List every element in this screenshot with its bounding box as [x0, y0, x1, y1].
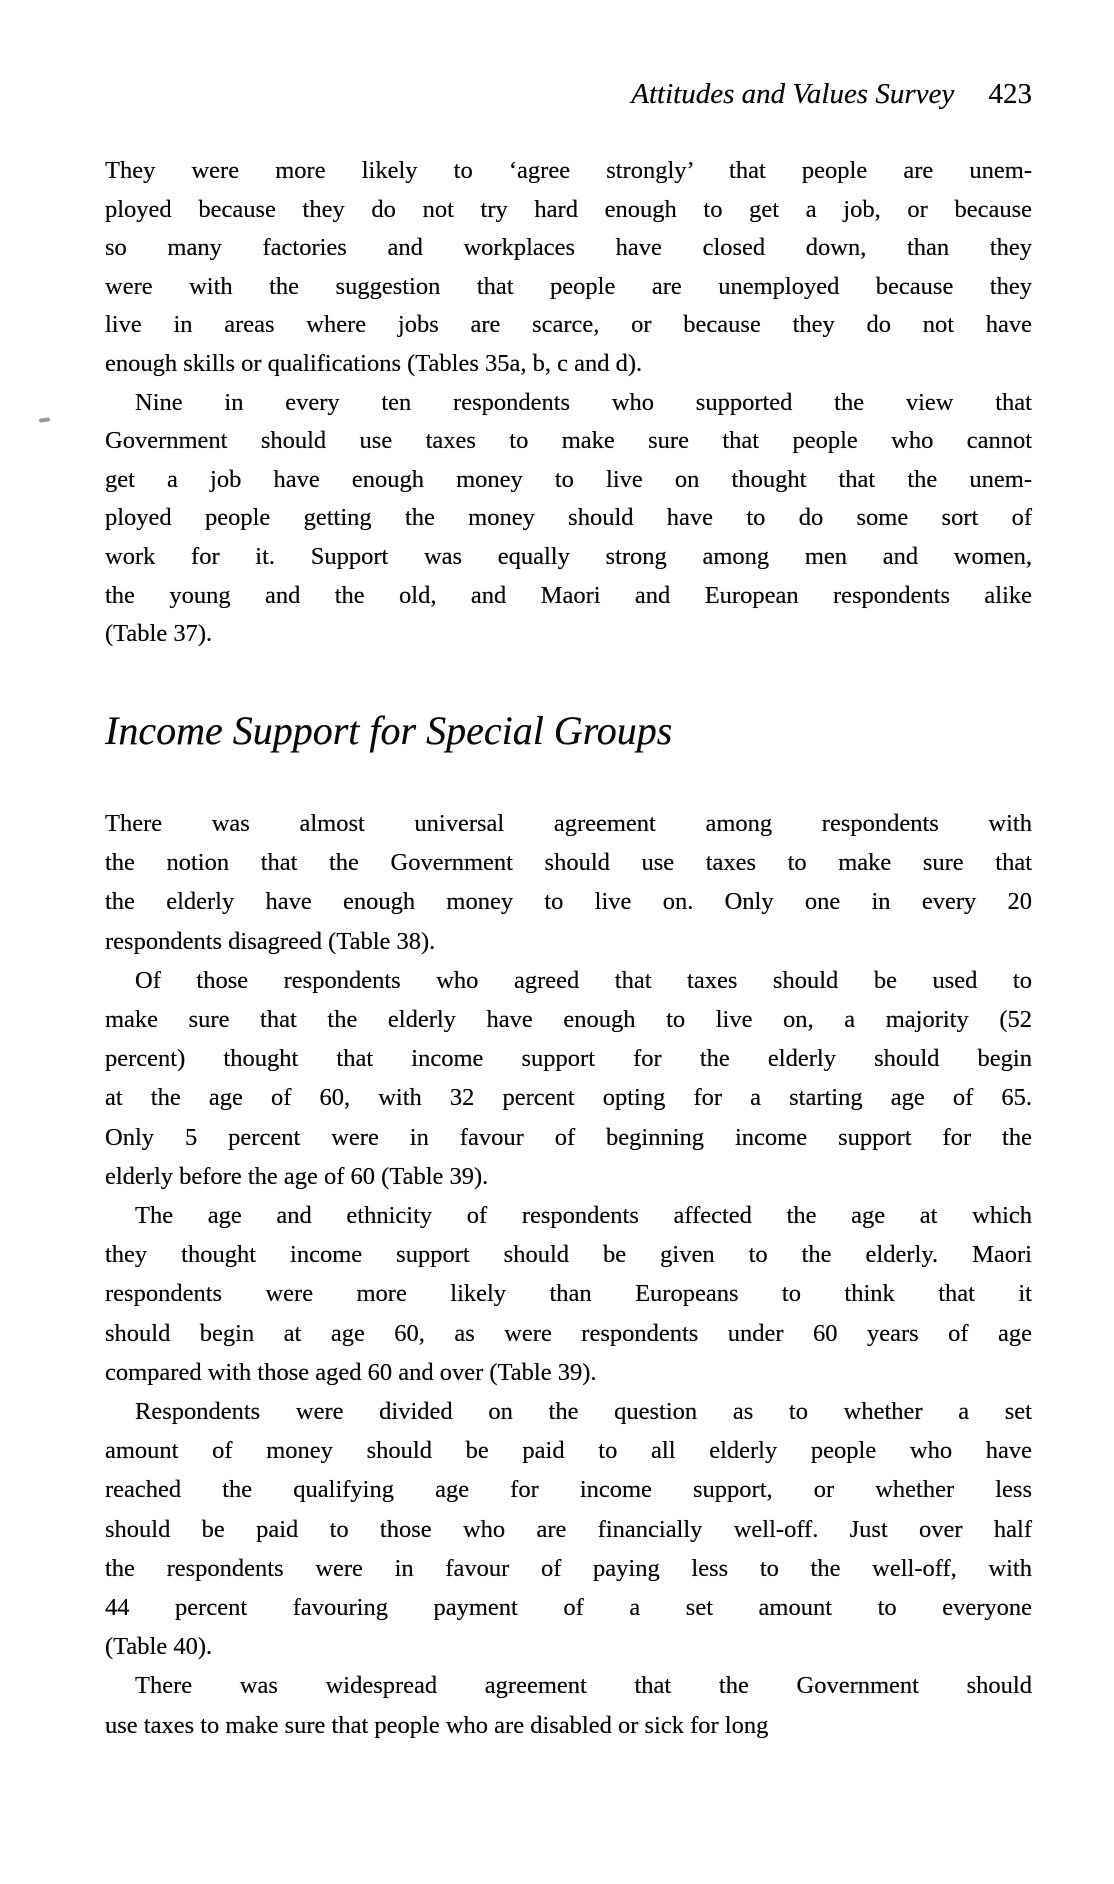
- text-line: get a job have enough money to live on thought that the unem-: [105, 465, 1032, 493]
- text-line: reached the qualifying age for income support, or whether less: [105, 1476, 1032, 1504]
- text-line: live in areas where jobs are scarce, or because they do not have: [105, 311, 1032, 339]
- text-line: the elderly have enough money to live on. Only one in every 20: [105, 888, 1032, 916]
- text-line: There was almost universal agreement among respondents with: [105, 810, 1032, 837]
- text-line: Government should use taxes to make sure that people who cannot: [105, 427, 1032, 455]
- text-line: There was widespread agreement that the Government should: [135, 1672, 1032, 1700]
- running-header: [105, 76, 1032, 112]
- text-line: they thought income support should be given to the elderly. Maori: [105, 1241, 1032, 1269]
- text-line: ployed because they do not try hard enough to get a job, or because: [105, 195, 1032, 223]
- text-line: work for it. Support was equally strong among men and women,: [105, 542, 1032, 570]
- text-line: the notion that the Government should use taxes to make sure that: [105, 849, 1032, 877]
- section-heading: Income Support for Special Groups: [105, 708, 673, 753]
- text-line: (Table 37).: [105, 620, 213, 648]
- text-line: ployed people getting the money should have to do some sort of: [105, 504, 1032, 532]
- text-line: Of those respondents who agreed that taxes should be used to: [135, 966, 1032, 994]
- text-line: percent) thought that income support for the elderly should begin: [105, 1045, 1032, 1073]
- scan-artifact-speck: [39, 417, 50, 422]
- text-line: should begin at age 60, as were respondents under 60 years of age: [105, 1319, 1032, 1347]
- page-number: 423: [988, 78, 1032, 110]
- text-line: amount of money should be paid to all elderly people who have: [105, 1437, 1032, 1465]
- text-line: Only 5 percent were in favour of beginning income support for the: [105, 1123, 1032, 1151]
- text-line: should be paid to those who are financially well-off. Just over half: [105, 1515, 1032, 1543]
- text-line: Respondents were divided on the question as to whether a set: [135, 1398, 1032, 1426]
- text-line: at the age of 60, with 32 percent opting for a starting age of 65.: [105, 1084, 1032, 1112]
- text-line: Nine in every ten respondents who supported the view that: [135, 388, 1032, 416]
- text-line: They were more likely to ‘agree strongly’ that people are unem-: [105, 157, 1032, 184]
- text-line: elderly before the age of 60 (Table 39).: [105, 1162, 489, 1190]
- text-line: (Table 40).: [105, 1633, 213, 1661]
- text-line: the respondents were in favour of paying less to the well-off, with: [105, 1554, 1032, 1582]
- text-line: respondents disagreed (Table 38).: [105, 927, 436, 955]
- running-header-title: Attitudes and Values Survey: [631, 78, 955, 110]
- text-line: make sure that the elderly have enough to live on, a majority (52: [105, 1006, 1032, 1034]
- body-text-upper: [105, 152, 1032, 654]
- text-line: were with the suggestion that people are unemployed because they: [105, 272, 1032, 300]
- text-line: 44 percent favouring payment of a set amount to everyone: [105, 1594, 1032, 1622]
- text-line: enough skills or qualifications (Tables 35a, b, c and d).: [105, 349, 643, 377]
- text-line: the young and the old, and Maori and European respondents alike: [105, 581, 1032, 609]
- text-line: respondents were more likely than Europeans to think that it: [105, 1280, 1032, 1308]
- text-line: compared with those aged 60 and over (Table 39).: [105, 1358, 597, 1386]
- text-line: so many factories and workplaces have closed down, than they: [105, 234, 1032, 262]
- body-text-lower: [105, 804, 1032, 1745]
- text-line: The age and ethnicity of respondents affected the age at which: [135, 1202, 1032, 1230]
- text-line: use taxes to make sure that people who are disabled or sick for long: [105, 1711, 769, 1739]
